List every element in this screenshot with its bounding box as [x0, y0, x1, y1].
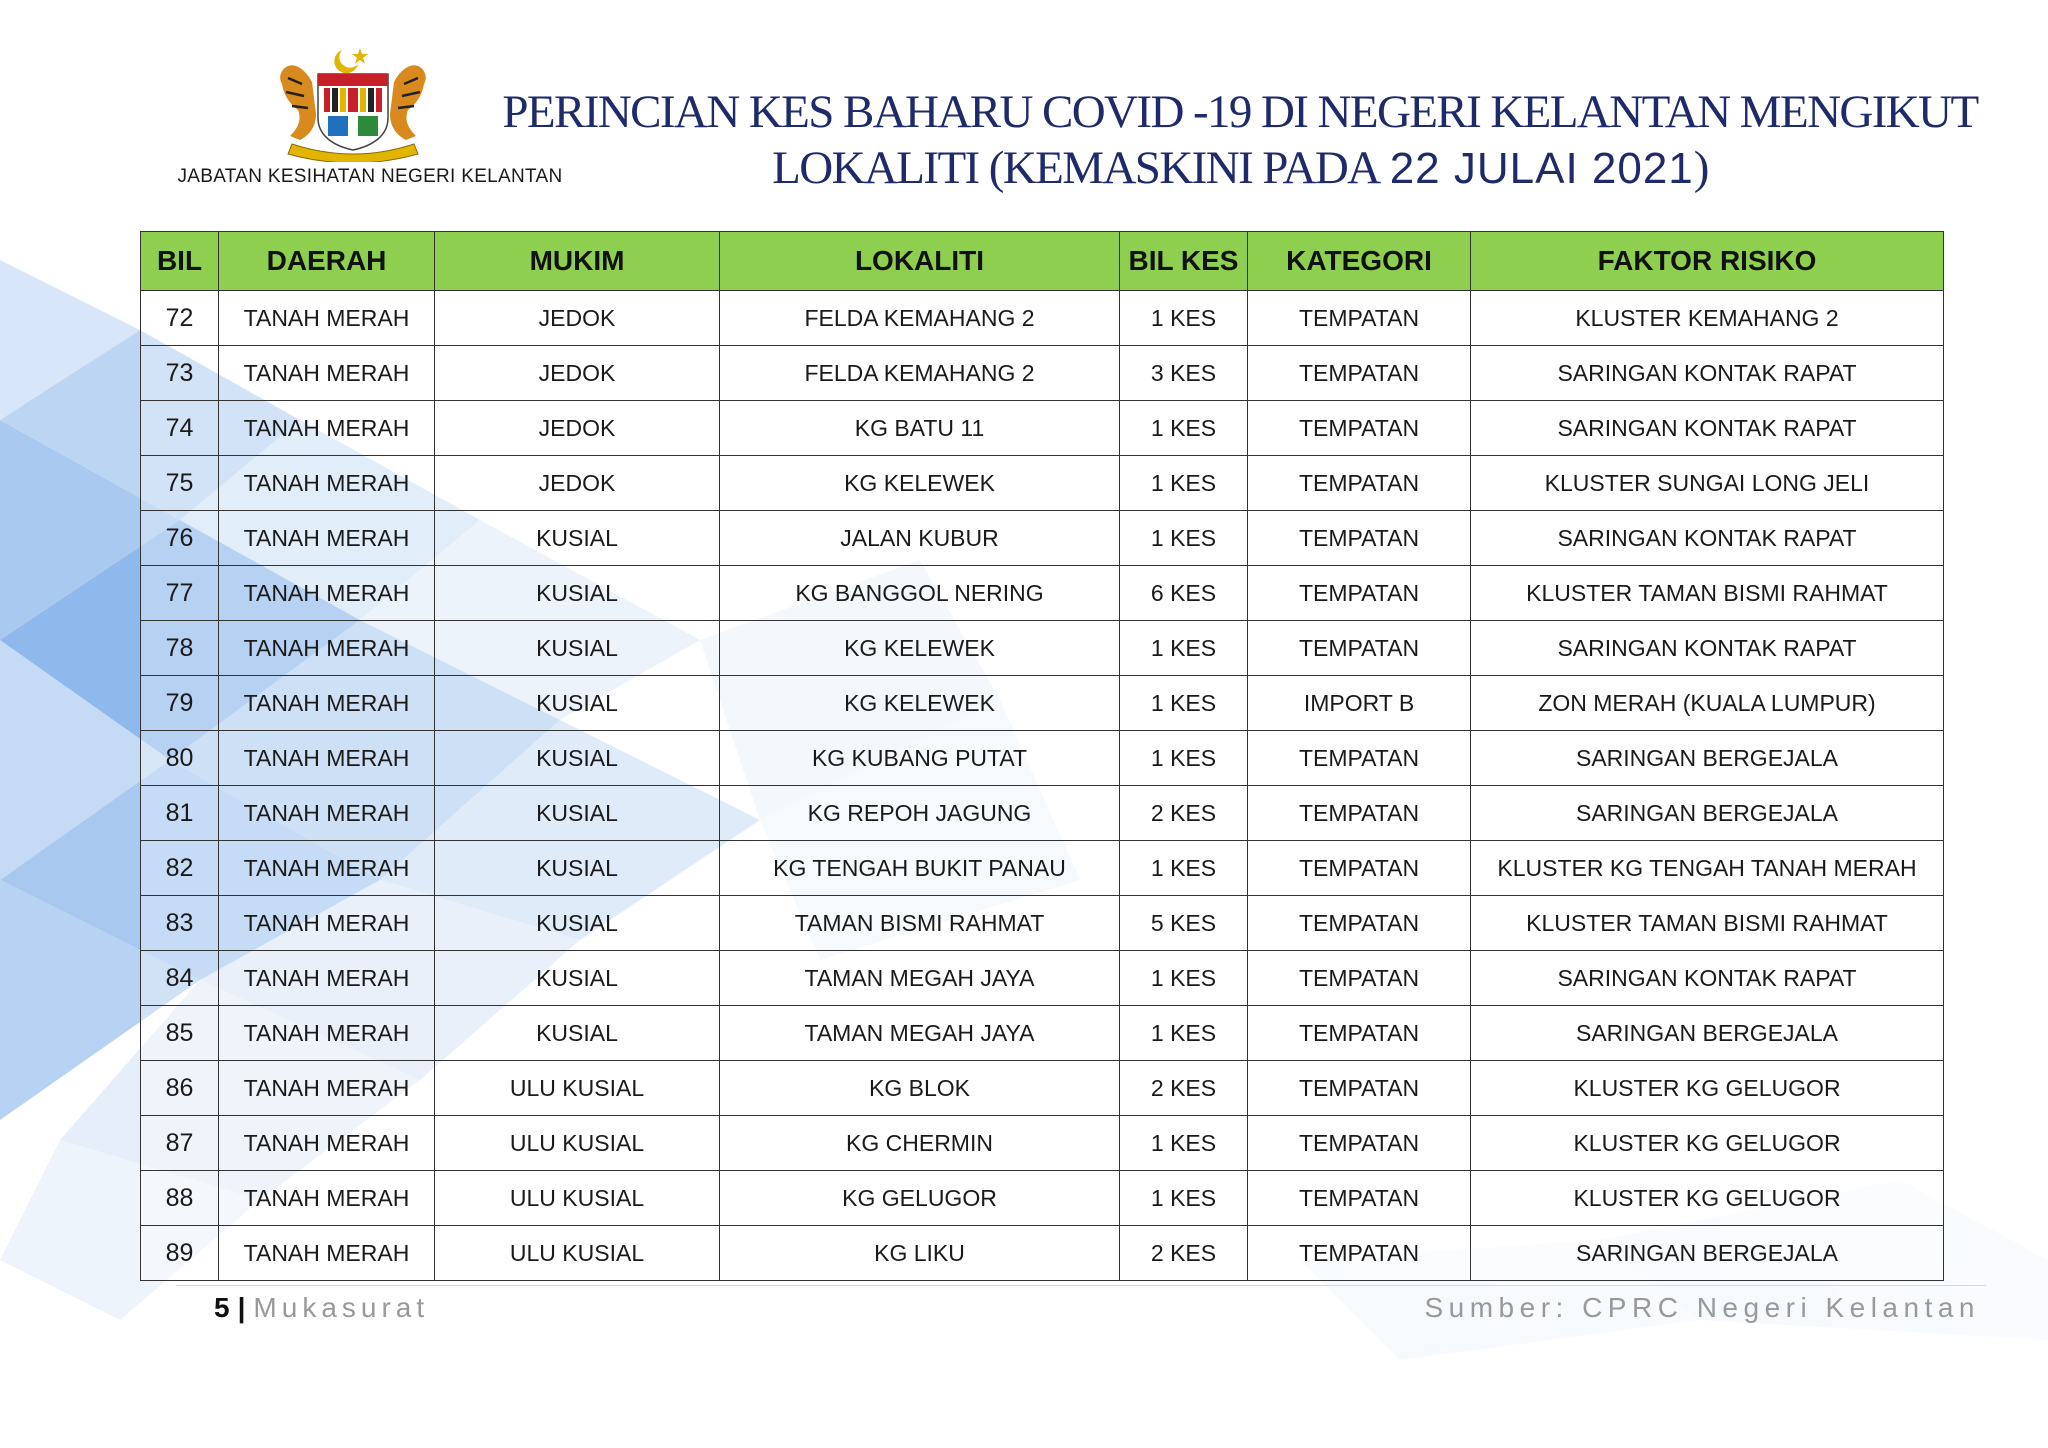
cell-faktor-risiko: KLUSTER TAMAN BISMI RAHMAT	[1471, 896, 1944, 951]
table-row	[141, 1116, 1944, 1171]
cell-bil: 76	[141, 511, 219, 566]
title-line-2-prefix: LOKALITI (KEMASKINI PADA	[772, 142, 1380, 194]
cell-mukim: ULU KUSIAL	[435, 1226, 720, 1281]
cell-bil: 74	[141, 401, 219, 456]
cell-kategori: TEMPATAN	[1248, 841, 1471, 896]
cell-lokaliti: JALAN KUBUR	[720, 511, 1120, 566]
cell-faktor-risiko: KLUSTER TAMAN BISMI RAHMAT	[1471, 566, 1944, 621]
cell-bil-kes: 2 KES	[1120, 786, 1248, 841]
cell-bil-kes: 5 KES	[1120, 896, 1248, 951]
cell-lokaliti: KG KUBANG PUTAT	[720, 731, 1120, 786]
cell-faktor-risiko: SARINGAN BERGEJALA	[1471, 1226, 1944, 1281]
column-header-kategori: KATEGORI	[1248, 232, 1471, 291]
cell-lokaliti: KG KELEWEK	[720, 676, 1120, 731]
cell-lokaliti: KG KELEWEK	[720, 621, 1120, 676]
cell-mukim: KUSIAL	[435, 731, 720, 786]
table-row	[141, 1006, 1944, 1061]
cell-faktor-risiko: KLUSTER KEMAHANG 2	[1471, 291, 1944, 346]
cell-bil-kes: 1 KES	[1120, 1006, 1248, 1061]
cell-daerah: TANAH MERAH	[219, 1006, 435, 1061]
cell-faktor-risiko: KLUSTER KG TENGAH TANAH MERAH	[1471, 841, 1944, 896]
page-label: Mukasurat	[253, 1292, 430, 1323]
cell-bil-kes: 1 KES	[1120, 1171, 1248, 1226]
cell-lokaliti: KG REPOH JAGUNG	[720, 786, 1120, 841]
cell-bil-kes: 1 KES	[1120, 731, 1248, 786]
cell-kategori: IMPORT B	[1248, 676, 1471, 731]
cell-bil-kes: 1 KES	[1120, 511, 1248, 566]
cell-bil: 88	[141, 1171, 219, 1226]
cases-table	[140, 231, 1944, 1281]
cell-faktor-risiko: SARINGAN BERGEJALA	[1471, 731, 1944, 786]
cell-bil-kes: 1 KES	[1120, 401, 1248, 456]
cell-lokaliti: KG GELUGOR	[720, 1171, 1120, 1226]
cell-mukim: ULU KUSIAL	[435, 1061, 720, 1116]
cell-kategori: TEMPATAN	[1248, 731, 1471, 786]
cell-bil: 73	[141, 346, 219, 401]
table-row	[141, 456, 1944, 511]
footer-divider	[176, 1285, 1986, 1286]
cell-daerah: TANAH MERAH	[219, 676, 435, 731]
cell-daerah: TANAH MERAH	[219, 511, 435, 566]
cell-bil-kes: 3 KES	[1120, 346, 1248, 401]
cell-lokaliti: TAMAN MEGAH JAYA	[720, 1006, 1120, 1061]
table-row	[141, 676, 1944, 731]
cell-bil-kes: 1 KES	[1120, 456, 1248, 511]
cell-daerah: TANAH MERAH	[219, 566, 435, 621]
cell-lokaliti: FELDA KEMAHANG 2	[720, 291, 1120, 346]
cell-mukim: JEDOK	[435, 456, 720, 511]
cell-daerah: TANAH MERAH	[219, 1171, 435, 1226]
cell-kategori: TEMPATAN	[1248, 1226, 1471, 1281]
cell-mukim: JEDOK	[435, 291, 720, 346]
table-row	[141, 841, 1944, 896]
table-row	[141, 621, 1944, 676]
cell-faktor-risiko: SARINGAN KONTAK RAPAT	[1471, 346, 1944, 401]
cell-lokaliti: KG BANGGOL NERING	[720, 566, 1120, 621]
cell-kategori: TEMPATAN	[1248, 1061, 1471, 1116]
cell-mukim: KUSIAL	[435, 621, 720, 676]
column-header-lokaliti: LOKALITI	[720, 232, 1120, 291]
footer-separator: |	[237, 1292, 246, 1323]
cell-daerah: TANAH MERAH	[219, 1226, 435, 1281]
cell-daerah: TANAH MERAH	[219, 456, 435, 511]
cell-lokaliti: TAMAN MEGAH JAYA	[720, 951, 1120, 1006]
cell-bil: 84	[141, 951, 219, 1006]
table-row	[141, 1061, 1944, 1116]
cell-faktor-risiko: KLUSTER KG GELUGOR	[1471, 1061, 1944, 1116]
column-header-mukim: MUKIM	[435, 232, 720, 291]
cell-kategori: TEMPATAN	[1248, 291, 1471, 346]
cell-mukim: KUSIAL	[435, 511, 720, 566]
title-line-1: PERINCIAN KES BAHARU COVID -19 DI NEGERI KELANTAN MENGIKUT	[502, 86, 1978, 138]
cell-bil: 87	[141, 1116, 219, 1171]
cell-bil: 79	[141, 676, 219, 731]
cases-table-container	[140, 231, 1943, 1281]
cell-kategori: TEMPATAN	[1248, 1171, 1471, 1226]
cell-faktor-risiko: KLUSTER SUNGAI LONG JELI	[1471, 456, 1944, 511]
column-header-bil-kes: BIL KES	[1120, 232, 1248, 291]
page-number-footer	[214, 1292, 429, 1324]
cell-bil: 72	[141, 291, 219, 346]
cell-faktor-risiko: SARINGAN KONTAK RAPAT	[1471, 951, 1944, 1006]
source-footer: Sumber: CPRC Negeri Kelantan	[1424, 1292, 1980, 1323]
cell-bil: 85	[141, 1006, 219, 1061]
cell-bil: 75	[141, 456, 219, 511]
cell-lokaliti: KG TENGAH BUKIT PANAU	[720, 841, 1120, 896]
cell-daerah: TANAH MERAH	[219, 731, 435, 786]
cell-faktor-risiko: SARINGAN KONTAK RAPAT	[1471, 401, 1944, 456]
cell-mukim: KUSIAL	[435, 896, 720, 951]
cell-mukim: KUSIAL	[435, 676, 720, 731]
cell-lokaliti: KG LIKU	[720, 1226, 1120, 1281]
cell-kategori: TEMPATAN	[1248, 346, 1471, 401]
cell-daerah: TANAH MERAH	[219, 896, 435, 951]
table-body	[141, 291, 1944, 1281]
cell-lokaliti: FELDA KEMAHANG 2	[720, 346, 1120, 401]
cell-kategori: TEMPATAN	[1248, 951, 1471, 1006]
cell-bil: 83	[141, 896, 219, 951]
cell-daerah: TANAH MERAH	[219, 291, 435, 346]
cell-faktor-risiko: SARINGAN KONTAK RAPAT	[1471, 511, 1944, 566]
cell-daerah: TANAH MERAH	[219, 1116, 435, 1171]
table-row	[141, 896, 1944, 951]
table-row	[141, 511, 1944, 566]
title-date: 22 JULAI 2021	[1389, 144, 1694, 193]
cell-bil-kes: 2 KES	[1120, 1061, 1248, 1116]
cell-mukim: JEDOK	[435, 346, 720, 401]
title-line-2-suffix: )	[1693, 142, 1708, 194]
table-row	[141, 951, 1944, 1006]
table-row	[141, 346, 1944, 401]
title-line-2	[470, 140, 2010, 197]
cell-mukim: KUSIAL	[435, 566, 720, 621]
cell-bil-kes: 2 KES	[1120, 1226, 1248, 1281]
cell-mukim: KUSIAL	[435, 841, 720, 896]
table-row	[141, 731, 1944, 786]
cell-mukim: KUSIAL	[435, 951, 720, 1006]
cell-faktor-risiko: KLUSTER KG GELUGOR	[1471, 1116, 1944, 1171]
cell-mukim: ULU KUSIAL	[435, 1171, 720, 1226]
cell-faktor-risiko: SARINGAN BERGEJALA	[1471, 1006, 1944, 1061]
cell-lokaliti: TAMAN BISMI RAHMAT	[720, 896, 1120, 951]
cell-mukim: KUSIAL	[435, 1006, 720, 1061]
cell-mukim: JEDOK	[435, 401, 720, 456]
cell-lokaliti: KG BATU 11	[720, 401, 1120, 456]
table-row	[141, 1171, 1944, 1226]
malaysia-coat-of-arms-icon	[272, 44, 434, 162]
cell-kategori: TEMPATAN	[1248, 621, 1471, 676]
cell-lokaliti: KG BLOK	[720, 1061, 1120, 1116]
table-row	[141, 786, 1944, 841]
cell-mukim: KUSIAL	[435, 786, 720, 841]
table-row	[141, 566, 1944, 621]
column-header-daerah: DAERAH	[219, 232, 435, 291]
cell-daerah: TANAH MERAH	[219, 346, 435, 401]
cell-bil-kes: 1 KES	[1120, 841, 1248, 896]
cell-faktor-risiko: ZON MERAH (KUALA LUMPUR)	[1471, 676, 1944, 731]
cell-bil: 80	[141, 731, 219, 786]
cell-daerah: TANAH MERAH	[219, 401, 435, 456]
cell-kategori: TEMPATAN	[1248, 786, 1471, 841]
cell-bil: 89	[141, 1226, 219, 1281]
table-row	[141, 1226, 1944, 1281]
cell-bil: 86	[141, 1061, 219, 1116]
department-name: JABATAN KESIHATAN NEGERI KELANTAN	[177, 166, 563, 187]
cell-kategori: TEMPATAN	[1248, 1006, 1471, 1061]
column-header-faktor-risiko: FAKTOR RISIKO	[1471, 232, 1944, 291]
cell-daerah: TANAH MERAH	[219, 951, 435, 1006]
cell-bil-kes: 1 KES	[1120, 291, 1248, 346]
table-header-row	[141, 232, 1944, 291]
cell-bil-kes: 6 KES	[1120, 566, 1248, 621]
cell-bil: 81	[141, 786, 219, 841]
cell-kategori: TEMPATAN	[1248, 456, 1471, 511]
cell-daerah: TANAH MERAH	[219, 621, 435, 676]
cell-kategori: TEMPATAN	[1248, 511, 1471, 566]
cell-kategori: TEMPATAN	[1248, 1116, 1471, 1171]
cell-mukim: ULU KUSIAL	[435, 1116, 720, 1171]
cell-lokaliti: KG CHERMIN	[720, 1116, 1120, 1171]
cell-bil: 77	[141, 566, 219, 621]
column-header-bil: BIL	[141, 232, 219, 291]
cell-faktor-risiko: SARINGAN BERGEJALA	[1471, 786, 1944, 841]
table-row	[141, 401, 1944, 456]
cell-lokaliti: KG KELEWEK	[720, 456, 1120, 511]
cell-daerah: TANAH MERAH	[219, 786, 435, 841]
cell-bil-kes: 1 KES	[1120, 676, 1248, 731]
cell-bil: 78	[141, 621, 219, 676]
page-number: 5	[214, 1292, 230, 1323]
cell-kategori: TEMPATAN	[1248, 401, 1471, 456]
cell-bil-kes: 1 KES	[1120, 1116, 1248, 1171]
cell-bil-kes: 1 KES	[1120, 621, 1248, 676]
cell-kategori: TEMPATAN	[1248, 566, 1471, 621]
cell-kategori: TEMPATAN	[1248, 896, 1471, 951]
cell-faktor-risiko: KLUSTER KG GELUGOR	[1471, 1171, 1944, 1226]
page-title	[470, 84, 2010, 197]
cell-bil-kes: 1 KES	[1120, 951, 1248, 1006]
cell-daerah: TANAH MERAH	[219, 1061, 435, 1116]
table-row	[141, 291, 1944, 346]
cell-daerah: TANAH MERAH	[219, 841, 435, 896]
cell-bil: 82	[141, 841, 219, 896]
cell-faktor-risiko: SARINGAN KONTAK RAPAT	[1471, 621, 1944, 676]
